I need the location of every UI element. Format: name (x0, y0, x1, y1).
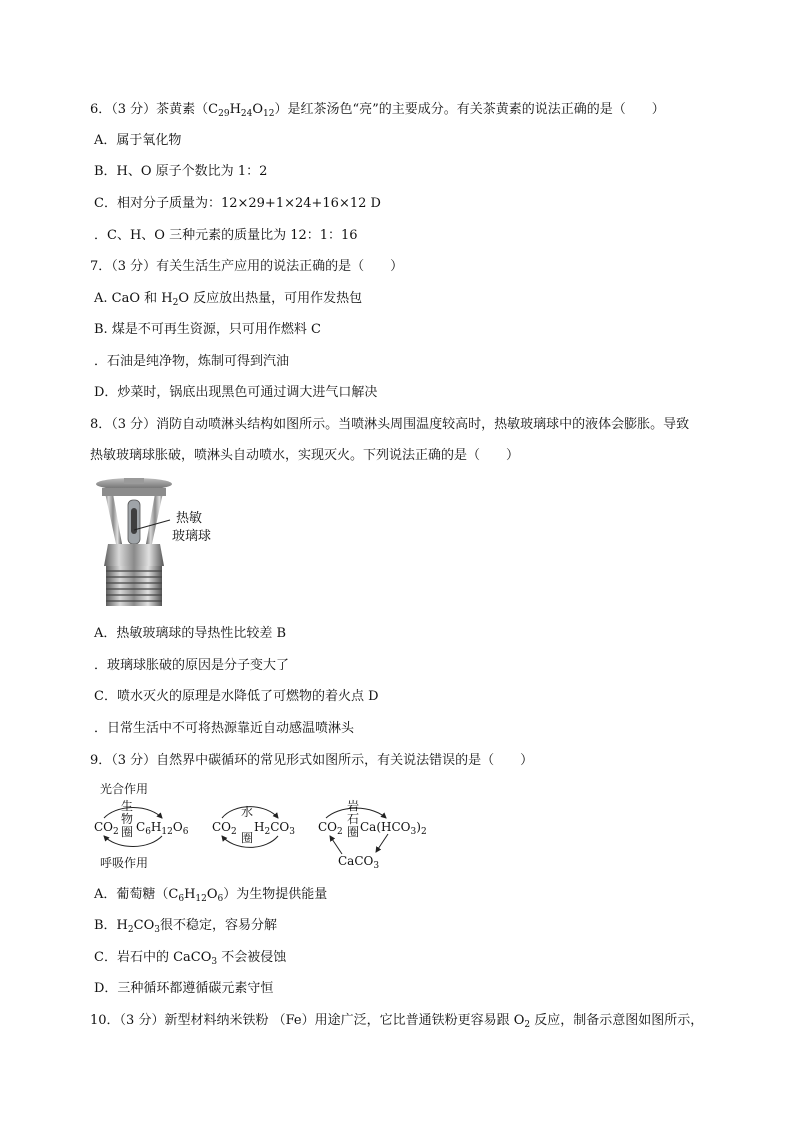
q8-option-b: ．玻璃球胀破的原因是分子变大了 (94, 658, 290, 673)
respiration-label: 呼吸作用 (100, 856, 149, 870)
glucose-formula: $C_6H_{12}O_6$ (136, 820, 189, 837)
q8-option-d: ．日常生活中不可将热源靠近自动感温喷淋头 (94, 721, 355, 736)
q10-stem: 10．（3 分）新型材料纳米铁粉 （Fe）用途广泛，它比普通铁粉更容易跟 $O_2$ 反应，制备示意图如图所示， (90, 1013, 704, 1030)
co2-rock: $CO_2$ (318, 820, 343, 837)
q7-option-b: B. 煤是不可再生资源，只可用作燃料 C (94, 322, 321, 337)
q6-stem: 6．（3 分）茶黄素$(C_{29}H_{24}O_{12})$是红茶汤色“亮”的主要成分。有关茶黄素的说法正确的是（ ） (90, 102, 665, 119)
biosphere-label: 生 物 圈 (120, 799, 133, 839)
calcium-carbonate-formula: CaCO$_3$ (338, 854, 380, 871)
sprinkler-bulb-label (172, 510, 211, 546)
q9-option-b: B．$H_2CO_3$很不稳定，容易分解 (94, 918, 277, 935)
q6-option-d: ．C、H、O 三种元素的质量比为 12：1：16 (94, 228, 358, 243)
q9-stem: 9．（3 分）自然界中碳循环的常见形式如图所示，有关说法错误的是（ ） (90, 753, 534, 768)
co2-water: $CO_2$ (212, 820, 237, 837)
q9-option-c: C．岩石中的 CaCO$_3$ 不会被侵蚀 (94, 950, 287, 967)
q9-option-a: A．葡萄糖$(C_6H_{12}O_6)$为生物提供能量 (94, 887, 328, 904)
q8-option-c: C．喷水灭火的原理是水降低了可燃物的着火点 D (94, 689, 379, 704)
q8-stem-line1: 8．（3 分）消防自动喷淋头结构如图所示。当喷淋头周围温度较高时，热敏玻璃球中的液体会膨胀。导致 (90, 417, 690, 432)
h2co3-formula: $H_2CO_3$ (254, 820, 295, 837)
label-line2: 玻璃球 (172, 529, 212, 544)
q8-option-a: A．热敏玻璃球的导热性比较差 B (94, 626, 287, 641)
carbon-cycle-diagram (90, 780, 450, 872)
q8-stem-line2: 热敏玻璃球胀破，喷淋头自动喷水，实现灭火。下列说法正确的是（ ） (90, 448, 520, 463)
co2-bio: $CO_2$ (94, 820, 119, 837)
lithosphere-label: 岩 石 圈 (346, 799, 359, 839)
q7-option-d: D．炒菜时，锅底出现黑色可通过调大进气口解决 (94, 385, 378, 400)
q7-stem: 7．（3 分）有关生活生产应用的说法正确的是（ ） (90, 259, 404, 274)
photosynthesis-label: 光合作用 (100, 782, 149, 796)
hydrosphere-label: 水 圈 (240, 805, 253, 845)
q7-option-a: A. CaO 和 $H_2O$ 反应放出热量，可用作发热包 (94, 291, 363, 308)
sprinkler-label-leader (132, 518, 172, 534)
q6-option-a: A．属于氧化物 (94, 133, 182, 148)
q6-option-c: C．相对分子质量为：12×29+1×24+16×12 D (94, 196, 381, 211)
calcium-bicarbonate-formula: $Ca(HCO_3)_2$ (360, 820, 427, 837)
label-line1: 热敏 (176, 511, 203, 526)
q6-option-b: B．H、O 原子个数比为 1：2 (94, 164, 268, 179)
q7-option-c: ．石油是纯净物，炼制可得到汽油 (94, 354, 290, 369)
q9-option-d: D．三种循环都遵循碳元素守恒 (94, 981, 274, 996)
